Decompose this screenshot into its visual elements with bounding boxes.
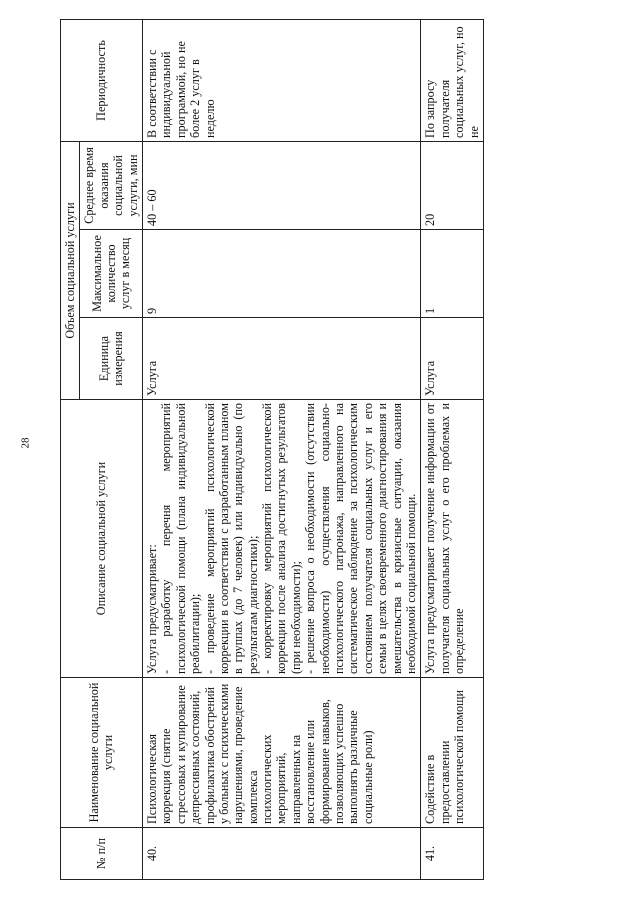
service-max-count: 1 bbox=[421, 230, 484, 318]
service-description: Услуга предусматривает: - разработку перечня мероприятий психологической помощи (плана индивидуальной реабилитации); - проведение мероприятий психологической коррекции в соответствии с разработанным планом в группах (до 7 человек) или индивидуально (по результатам диагностики); - корректировку мероприятий психологической коррекции после анализа достигнутых результатов (при необходимости); - решение вопроса о необходимости (отсутствии необходимости) осуществления социально-психологического патронажа, направленного на систематическое наблюдение за психологическим состоянием получателя социальных услуг и его семьи в целях своевременного диагностирования и вмешательства в кризисные ситуации, оказания необходимой социальной помощи. bbox=[142, 400, 420, 678]
service-name: Психологическая коррекция (снятие стрессовых и купирование депрессивных состояний, профилактика обострений у больных с психическими нарушениями, проведение комплекса психологических мероприятий, направленных на восстановление или формирование навыков, позволяющих успешно выполнять различные социальные роли) bbox=[142, 678, 420, 828]
header-volume-group: Объем социальной услуги bbox=[61, 141, 80, 399]
header-periodicity: Периодичность bbox=[61, 19, 143, 141]
header-description: Описание социальной услуги bbox=[61, 400, 143, 678]
page-number: 28 bbox=[19, 437, 32, 449]
header-row-1 bbox=[61, 19, 80, 879]
table-row bbox=[142, 19, 420, 879]
row-num: 41. bbox=[421, 828, 484, 880]
service-periodicity: По запросу получателя социальных услуг, но не bbox=[421, 19, 484, 141]
header-name: Наименование социальной услуги bbox=[61, 678, 143, 828]
service-avg-time: 20 bbox=[421, 141, 484, 229]
service-max-count: 9 bbox=[142, 230, 420, 318]
rotated-table-container bbox=[60, 20, 590, 880]
header-avg-time: Среднее время оказания социальной услуги, мин bbox=[80, 141, 143, 229]
services-table bbox=[60, 19, 484, 880]
service-periodicity: В соответствии с индивидуальной программой, но не более 2 услуг в неделю bbox=[142, 19, 420, 141]
service-unit: Услуга bbox=[142, 318, 420, 400]
service-name: Содействие в предоставлении психологической помощи bbox=[421, 678, 484, 828]
service-description: Услуга предусматривает получение информации от получателя социальных услуг о его проблемах и определение bbox=[421, 400, 484, 678]
header-unit: Единица измерения bbox=[80, 318, 143, 400]
row-num: 40. bbox=[142, 828, 420, 880]
service-unit: Услуга bbox=[421, 318, 484, 400]
header-num: № п/п bbox=[61, 828, 143, 880]
table-row bbox=[421, 19, 484, 879]
header-max-count: Максимальное количество услуг в месяц bbox=[80, 230, 143, 318]
service-avg-time: 40 – 60 bbox=[142, 141, 420, 229]
